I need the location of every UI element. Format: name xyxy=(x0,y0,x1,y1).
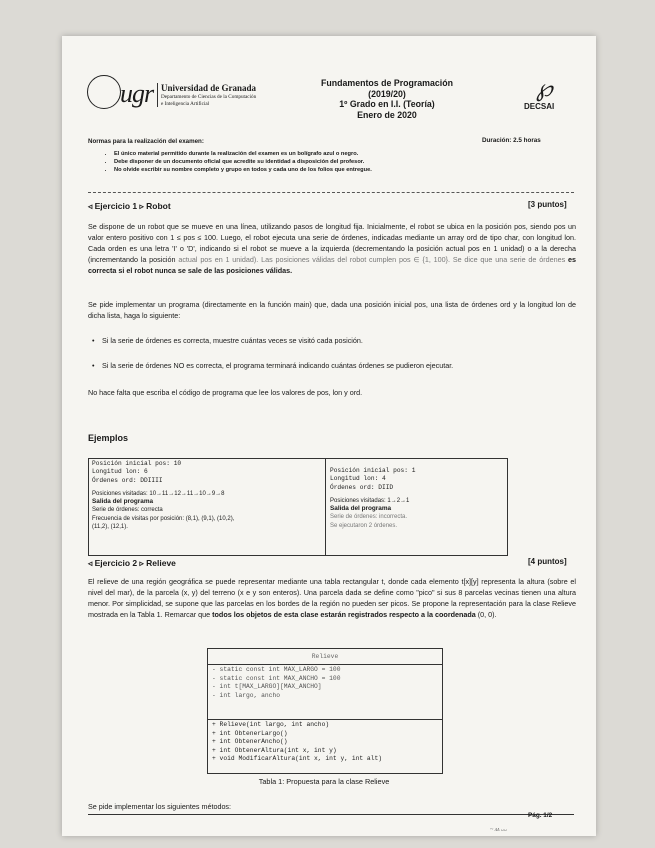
class-methods xyxy=(208,720,442,765)
example-2-ord: Órdenes ord: DIID xyxy=(330,483,394,491)
examples-divider xyxy=(325,459,326,555)
method: + int ObtenerAncho() xyxy=(212,738,288,746)
class-attributes xyxy=(208,665,442,720)
example-1-visited: Posiciones visitadas: 10→11→12→11→10→9→8 xyxy=(92,490,225,497)
logo-divider xyxy=(157,83,158,107)
example-2-series: Serie de órdenes: incorrecta. xyxy=(330,514,408,521)
example-1-output-title: Salida del programa xyxy=(92,498,154,506)
exercise-1-title: ◃ Ejercicio 1 ▹ Robot xyxy=(88,201,171,211)
rules-title: Normas para la realización del examen: xyxy=(88,138,204,145)
example-1-ord: Órdenes ord: DDIIII xyxy=(92,476,163,484)
rule-item: • El único material permitido durante la realización del examen es un bolígrafo azul o negro. xyxy=(114,150,514,158)
example-1-series: Serie de órdenes: correcta xyxy=(92,507,163,514)
example-1-freq-cont: (11,2), (12,1). xyxy=(92,524,128,531)
page-number: Pág. 1/2 xyxy=(528,812,553,819)
university-seal-icon xyxy=(87,75,121,109)
ugr-logo: ugr xyxy=(120,79,154,108)
method: + int ObtenerAltura(int x, int y) xyxy=(212,746,337,754)
decsai-logo-icon: ℘ xyxy=(536,76,553,102)
methods-request: Se pide implementar los siguientes métodos: xyxy=(88,802,232,811)
rules-list xyxy=(104,150,514,174)
method: + void ModificarAltura(int x, int y, int alt) xyxy=(212,755,383,763)
method: + int ObtenerLargo() xyxy=(212,729,288,737)
examples-table xyxy=(88,458,508,556)
example-1-freq: Frecuencia de visitas por posición: (8,1), (9,1), (10,2), xyxy=(92,515,235,522)
statement-emphasis: es correcta si el robot nunca se sale de las posiciones válidas. xyxy=(88,255,576,275)
handwritten-signature-icon: ~ ᴧᴧ ᴗᴗ xyxy=(490,827,507,833)
example-2-output-title: Salida del programa xyxy=(330,505,392,513)
attribute: - int t[MAX_LARGO][MAX_ANCHO] xyxy=(212,683,322,691)
university-name: Universidad de Granada xyxy=(161,83,257,93)
example-1-lon: Longitud lon: 6 xyxy=(92,468,148,476)
degree-title: 1º Grado en I.I. (Teoría) xyxy=(339,99,435,109)
method: + Relieve(int largo, int ancho) xyxy=(212,721,330,728)
exercise-1-points: [3 puntos] xyxy=(528,200,567,209)
decsai-label: DECSAI xyxy=(524,102,555,111)
exam-date: Enero de 2020 xyxy=(357,109,417,120)
example-1 xyxy=(92,460,322,531)
task-bullet-incorrect: • Si la serie de órdenes NO es correcta, el programa terminará indicando cuántas órdenes se pudieron ejecutar. xyxy=(102,360,572,371)
statement-text: Remarcar que xyxy=(164,610,213,619)
statement-emphasis: todos los objetos de esta clase estarán registrados respecto a la coordenada xyxy=(212,610,476,619)
exam-title xyxy=(302,78,472,120)
example-2-pos: Posición inicial pos: 1 xyxy=(330,467,416,474)
example-2-lon: Longitud lon: 4 xyxy=(330,475,386,483)
example-2-visited: Posiciones visitadas: 1→2→1 xyxy=(330,497,410,504)
statement-text-faded: actual pos en 1 unidad). Las posiciones válidas del robot cumplen pos ∈ {1, 100}. Se dice que una serie de órdenes xyxy=(178,255,566,264)
exercise-2-statement xyxy=(88,576,576,620)
relieve-class-diagram xyxy=(207,648,443,774)
examples-title: Ejemplos xyxy=(88,433,129,443)
department-line-2: e Inteligencia Artificial xyxy=(161,100,210,107)
statement-text: (0, 0). xyxy=(475,610,497,619)
attribute: - int largo, ancho xyxy=(212,691,281,699)
footer-rule xyxy=(88,814,574,815)
exercise-1-note: No hace falta que escriba el código de programa que lee los valores de pos, lon y ord. xyxy=(88,388,363,397)
attribute: - static const int MAX_ANCHO = 100 xyxy=(212,674,341,682)
rule-item: • Debe disponer de un documento oficial que acredite su identidad a disposición del profesor. xyxy=(114,158,514,166)
exercise-1-statement xyxy=(88,221,576,276)
course-title: Fundamentos de Programación (2019/20) xyxy=(321,78,453,99)
duration: Duración: 2.5 horas xyxy=(482,137,541,144)
table-caption: Tabla 1: Propuesta para la clase Relieve xyxy=(258,777,390,786)
class-name: Relieve xyxy=(208,649,442,665)
attribute: - static const int MAX_LARGO = 100 xyxy=(212,666,341,673)
example-2 xyxy=(330,467,505,530)
statement-text: El relieve de una región geográfica se puede representar mediante una tabla rectangular t, donde cada elemento t[x][y] representa la altura (sobre el nivel del mar), de la parcela (x, y) del terreno (x e y son enteros). Una parcela dada se define como "pico" si sus 8 parcelas vecinas tienen una altura menor. Por simplicidad, se supone que las parcelas en los bordes de la región no pueden ser picos. Se propone la representación para la clase Relieve mostrada en la Tabla 1. xyxy=(88,577,576,619)
exercise-2-title: ◃ Ejercicio 2 ▹ Relieve xyxy=(88,558,176,568)
statement-text: Se dispone de un robot que se mueve en una línea, utilizando pasos de longitud fija. Inicialmente, el robot se ubica en la posición pos, siendo pos un valor entero positivo con 1 ≤ pos ≤ 100. Luego, el robot ejecuta una serie de órdenes, indicadas mediante un array ord de tipo char, con longitud lon. Cada orden es una letra 'I' o 'D', indicando si el robot se mueve a la izquierda (decrementando la posición actual pos en 1 unidad) o a la derecha (incrementando la posición xyxy=(88,222,576,264)
rule-item: • No olvide escribir su nombre completo y grupo en todos y cada uno de los folios que entregue. xyxy=(114,166,514,174)
section-divider xyxy=(88,192,574,193)
exam-page xyxy=(62,36,596,836)
example-2-executed: Se ejecutaron 2 órdenes. xyxy=(330,522,398,529)
department-name xyxy=(161,94,281,107)
exercise-2-points: [4 puntos] xyxy=(528,557,567,566)
exercise-1-task: Se pide implementar un programa (directamente en la función main) que, dada una posición inicial pos, una lista de órdenes ord y la longitud lon de dicha lista, haga lo siguiente: xyxy=(88,300,576,320)
example-1-pos: Posición inicial pos: 10 xyxy=(92,460,182,467)
task-bullet-correct: • Si la serie de órdenes es correcta, muestre cuántas veces se visitó cada posición. xyxy=(102,335,572,346)
department-line-1: Departamento de Ciencias de la Computación xyxy=(161,94,257,100)
